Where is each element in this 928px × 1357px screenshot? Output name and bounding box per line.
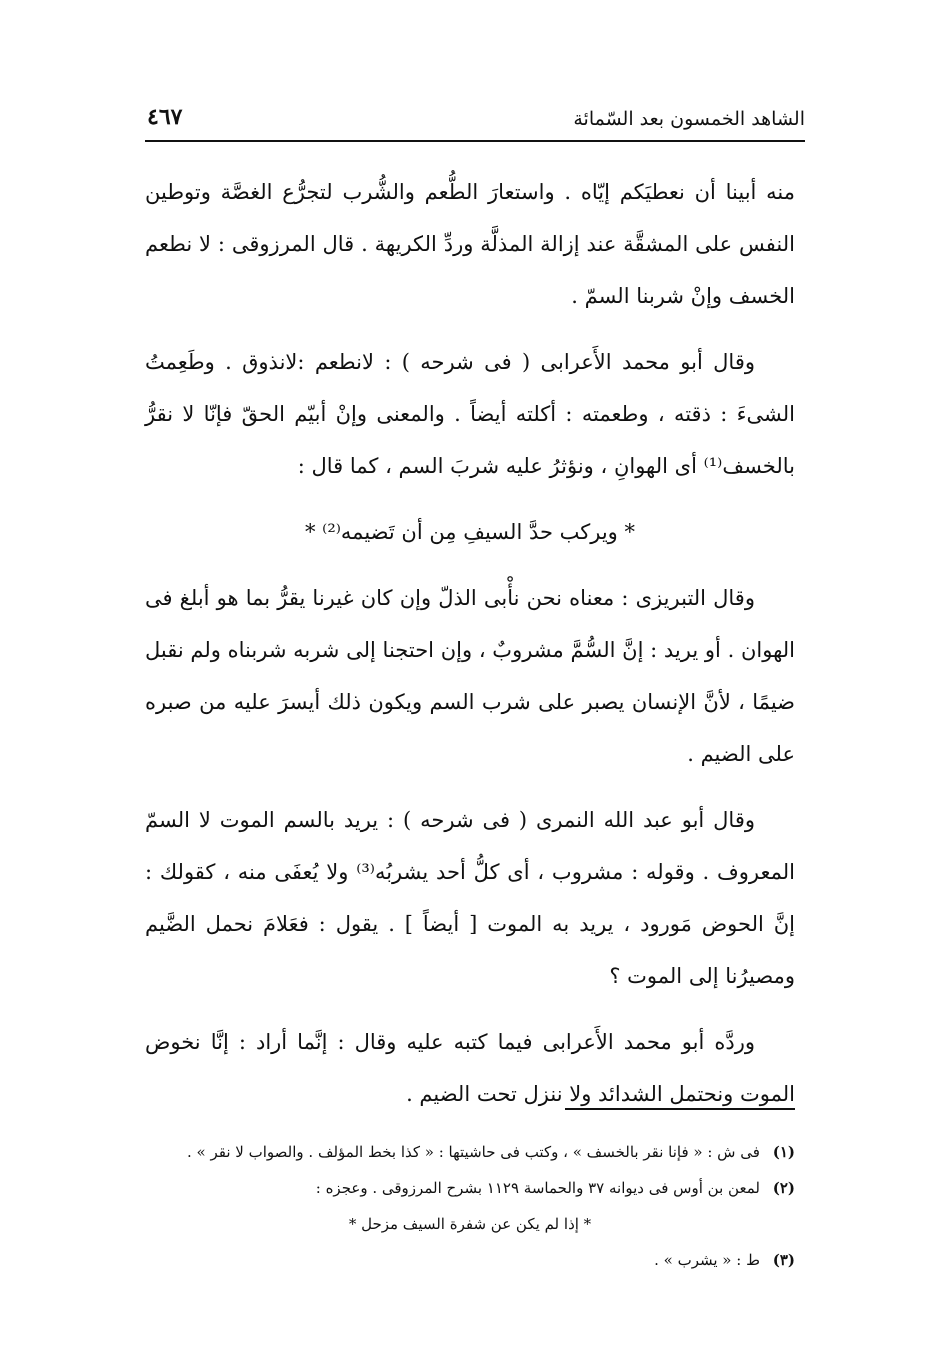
footnote-1 xyxy=(145,1134,795,1170)
footnote-text: ط : « يشرب » . xyxy=(654,1251,760,1269)
header-rule xyxy=(145,140,805,142)
verse-quote: * ويركب حدَّ السيفِ مِن أن تَضيمه⁽²⁾ * xyxy=(305,520,635,544)
footnote-text: فى ش : « فإنا نقر بالخسف » ، وكتب فى حاشيتها : « كذا بخط المؤلف . والصواب لا نقر » . xyxy=(187,1143,760,1161)
paragraph-5: وردَّه أبو محمد الأَعرابى فيما كتبه عليه وقال : إنَّما أراد : إنَّا نخوض الموت ونحتمل الشدائد ولا ننزل تحت الضيم . xyxy=(145,1030,795,1106)
paragraph-2: وقال أبو محمد الأَعرابى ( فى شرحه ) : لانطعم :لانذوق . وطَعِمتُ الشىءَ : ذقته ، وطعمته : أكلته أيضاً . والمعنى وإنْ أبيّم الحقّ فإنّا لا نقرُّ بالخسف⁽¹⁾ أى الهوانِ ، ونؤثرُ عليه شربَ السم ، كما قال : xyxy=(145,350,795,478)
footnotes xyxy=(145,1134,795,1278)
footnote-verse: * إذا لم يكن عن شفرة السيف مزحل * xyxy=(348,1215,592,1233)
paragraph-3: وقال التبريزى : معناه نحن نأْبى الذلّ وإن كان غيرنا يقرُّ بما هو أبلغ فى الهوان . أو يريد : إنَّ السُّمَّ مشروبٌ ، وإن احتجنا إلى شربه شربناه ولم نقبل ضيمًا ، لأنَّ الإنسان يصبر على شرب السم ويكون ذلك أيسرَ عليه من صبره على الضيم . xyxy=(145,586,795,766)
footnote-number: (١) xyxy=(772,1143,795,1161)
paragraph-4: وقال أبو عبد الله النمرى ( فى شرحه ) : يريد بالسم الموت لا السمّ المعروف . وقوله : مشروب ، أى كلُّ أحد يشربُه⁽³⁾ ولا يُعفَى منه ، كقولك : إنَّ الحوض مَورود ، يريد به الموت [ أيضاً ] . يقول : فعَلامَ نحمل الضَّيم ومصيرُنا إلى الموت ؟ xyxy=(145,808,795,988)
paragraph-1: منه أبينا أن نعطيَكم إيّاه . واستعارَ الطُّعم والشُّرب لتجرُّع الغصَّة وتوطين النفس على المشقَّة عند إزالة المذلَّة وردِّ الكريهة . قال المرزوقى : لا نطعم الخسف وإنْ شربنا السمّ . xyxy=(145,180,795,308)
footnote-rule xyxy=(565,1108,795,1110)
page-number: ٤٦٧ xyxy=(147,104,183,130)
running-title: الشاهد الخمسون بعد السّمائة xyxy=(573,108,805,130)
footnote-2 xyxy=(145,1170,795,1206)
footnote-3 xyxy=(145,1242,795,1278)
main-text xyxy=(145,166,795,1134)
footnote-number: (٢) xyxy=(772,1179,795,1197)
footnote-number: (٣) xyxy=(772,1251,795,1269)
footnote-text: لمعن بن أوس فى ديوانه ٣٧ والحماسة ١١٢٩ بشرح المرزوقى . وعجزه : xyxy=(315,1179,760,1197)
page-header xyxy=(145,100,805,138)
